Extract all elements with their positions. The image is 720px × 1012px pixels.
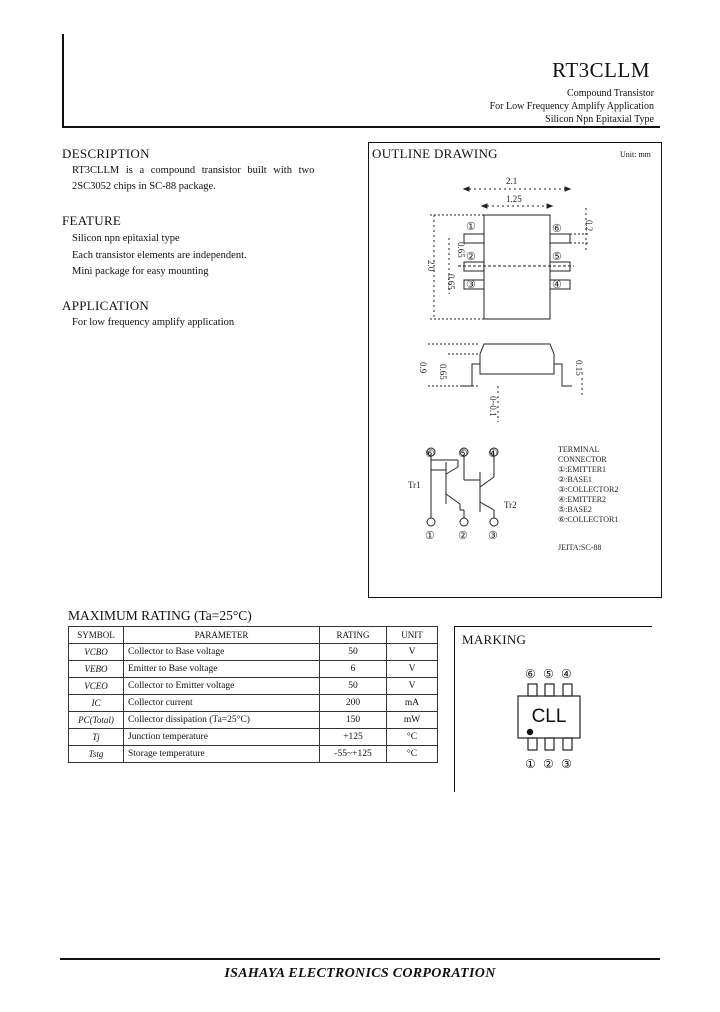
dim-height: 2.0 bbox=[426, 260, 436, 272]
header-left-rule bbox=[62, 34, 64, 128]
terminal-title-1: TERMINAL bbox=[558, 445, 600, 454]
cell-parameter: Storage temperature bbox=[124, 746, 320, 763]
cell-parameter: Collector to Emitter voltage bbox=[124, 678, 320, 695]
terminal-title-2: CONNECTOR bbox=[558, 455, 607, 464]
top-view-pin-6: ⑥ bbox=[552, 223, 562, 235]
cell-rating: 200 bbox=[320, 695, 387, 712]
table-row bbox=[69, 712, 438, 729]
dim-pitch-1: 0.65 bbox=[446, 274, 456, 290]
description-line-2: 2SC3052 chips in SC-88 package. bbox=[72, 181, 216, 192]
marking-pin-1: ① bbox=[525, 757, 536, 771]
top-view-pin-1: ① bbox=[466, 221, 476, 233]
cell-parameter: Collector current bbox=[124, 695, 320, 712]
schem-pin-1: ① bbox=[425, 530, 435, 542]
feature-item-3: Mini package for easy mounting bbox=[72, 266, 209, 277]
table-row bbox=[69, 644, 438, 661]
cell-symbol: VCBO bbox=[69, 644, 124, 661]
top-view-pin-3: ③ bbox=[466, 279, 476, 291]
table-header-row bbox=[69, 627, 438, 644]
table-row bbox=[69, 695, 438, 712]
company-name: ISAHAYA ELECTRONICS CORPORATION bbox=[224, 966, 496, 981]
cell-parameter: Collector dissipation (Ta=25°C) bbox=[124, 712, 320, 729]
unit-note: Unit: mm bbox=[620, 150, 651, 159]
outline-drawing bbox=[368, 142, 662, 598]
terminal-item-4: ④:EMITTER2 bbox=[558, 495, 607, 504]
cell-unit: °C bbox=[387, 729, 438, 746]
cell-symbol: VEBO bbox=[69, 661, 124, 678]
cell-symbol: VCEO bbox=[69, 678, 124, 695]
cell-rating: 50 bbox=[320, 678, 387, 695]
terminal-item-6: ⑥:COLLECTOR1 bbox=[558, 515, 619, 524]
table-row bbox=[69, 746, 438, 763]
terminal-item-1: ①:EMITTER1 bbox=[558, 465, 607, 474]
schem-pin-5: ⑤ bbox=[458, 448, 468, 460]
cell-parameter: Collector to Base voltage bbox=[124, 644, 320, 661]
marking-pin-4: ④ bbox=[561, 667, 572, 681]
dim-body-h: 0.9 bbox=[418, 362, 428, 374]
cell-rating: +125 bbox=[320, 729, 387, 746]
col-unit: UNIT bbox=[387, 627, 438, 644]
dim-lead-h: 0.65 bbox=[438, 364, 448, 380]
col-rating: RATING bbox=[320, 627, 387, 644]
marking-code: CLL bbox=[531, 706, 567, 727]
table-row bbox=[69, 729, 438, 746]
dim-lead-len: 0.2 bbox=[584, 220, 594, 232]
schem-pin-4: ④ bbox=[488, 448, 498, 460]
cell-unit: V bbox=[387, 678, 438, 695]
terminal-item-3: ③:COLLECTOR2 bbox=[558, 485, 619, 494]
package-side-body bbox=[480, 344, 554, 374]
subtitle-line-2: For Low Frequency Amplify Application bbox=[489, 101, 654, 112]
dim-pitch-2: 0.65 bbox=[456, 242, 466, 258]
top-view-pin-4: ④ bbox=[552, 279, 562, 291]
subtitle-line-1: Compound Transistor bbox=[567, 88, 654, 99]
application-item-1: For low frequency amplify application bbox=[72, 317, 235, 328]
cell-unit: V bbox=[387, 644, 438, 661]
cell-symbol: Tstg bbox=[69, 746, 124, 763]
outline-heading: OUTLINE DRAWING bbox=[372, 146, 498, 161]
col-parameter: PARAMETER bbox=[124, 627, 320, 644]
schem-pin-2: ② bbox=[458, 530, 468, 542]
subtitle-line-3: Silicon Npn Epitaxial Type bbox=[545, 114, 654, 125]
marking-pin-3: ③ bbox=[561, 757, 572, 771]
lead-right-6 bbox=[550, 234, 570, 243]
cell-parameter: Emitter to Base voltage bbox=[124, 661, 320, 678]
terminal-item-2: ②:BASE1 bbox=[558, 475, 592, 484]
cell-symbol: Tj bbox=[69, 729, 124, 746]
schem-pin-3: ③ bbox=[488, 530, 498, 542]
marking-drawing bbox=[508, 664, 588, 772]
cell-unit: V bbox=[387, 661, 438, 678]
marking-pin-5: ⑤ bbox=[543, 667, 554, 681]
cell-symbol: PC(Total) bbox=[69, 712, 124, 729]
dim-standoff: 0~0.1 bbox=[488, 396, 498, 417]
cell-unit: mW bbox=[387, 712, 438, 729]
description-line-1: RT3CLLM is a compound transistor built with two bbox=[72, 165, 315, 176]
cell-rating: -55~+125 bbox=[320, 746, 387, 763]
dim-top-width: 2.1 bbox=[506, 176, 518, 186]
cell-rating: 150 bbox=[320, 712, 387, 729]
pin1-dot bbox=[527, 729, 533, 735]
description-heading: DESCRIPTION bbox=[62, 146, 150, 161]
footer-rule bbox=[60, 958, 660, 960]
dim-thick: 0.15 bbox=[574, 360, 584, 376]
cell-rating: 6 bbox=[320, 661, 387, 678]
top-view-pin-5: ⑤ bbox=[552, 251, 562, 263]
marking-heading: MARKING bbox=[462, 632, 527, 647]
application-heading: APPLICATION bbox=[62, 298, 150, 313]
marking-pin-2: ② bbox=[543, 757, 554, 771]
schem-pin-6: ⑥ bbox=[425, 448, 435, 460]
package-top-body bbox=[484, 215, 550, 319]
table-row bbox=[69, 678, 438, 695]
cell-unit: °C bbox=[387, 746, 438, 763]
max-rating-title: MAXIMUM RATING (Ta=25°C) bbox=[68, 608, 252, 623]
max-rating-table bbox=[68, 626, 438, 763]
jeita-label: JEITA:SC-88 bbox=[558, 543, 602, 552]
marking-pin-6: ⑥ bbox=[525, 667, 536, 681]
tr1-label: Tr1 bbox=[408, 480, 421, 490]
feature-item-2: Each transistor elements are independent. bbox=[72, 250, 247, 261]
part-number: RT3CLLM bbox=[552, 58, 650, 82]
top-view-pin-2: ② bbox=[466, 251, 476, 263]
tr2-label: Tr2 bbox=[504, 500, 517, 510]
cell-parameter: Junction temperature bbox=[124, 729, 320, 746]
header-bottom-rule bbox=[62, 126, 660, 128]
lead-left-1 bbox=[464, 234, 484, 243]
col-symbol: SYMBOL bbox=[69, 627, 124, 644]
cell-symbol: IC bbox=[69, 695, 124, 712]
dim-lead-pitch-total: 1.25 bbox=[506, 194, 522, 204]
table-row bbox=[69, 661, 438, 678]
feature-heading: FEATURE bbox=[62, 213, 122, 228]
terminal-item-5: ⑤:BASE2 bbox=[558, 505, 592, 514]
cell-rating: 50 bbox=[320, 644, 387, 661]
feature-item-1: Silicon npn epitaxial type bbox=[72, 233, 180, 244]
cell-unit: mA bbox=[387, 695, 438, 712]
